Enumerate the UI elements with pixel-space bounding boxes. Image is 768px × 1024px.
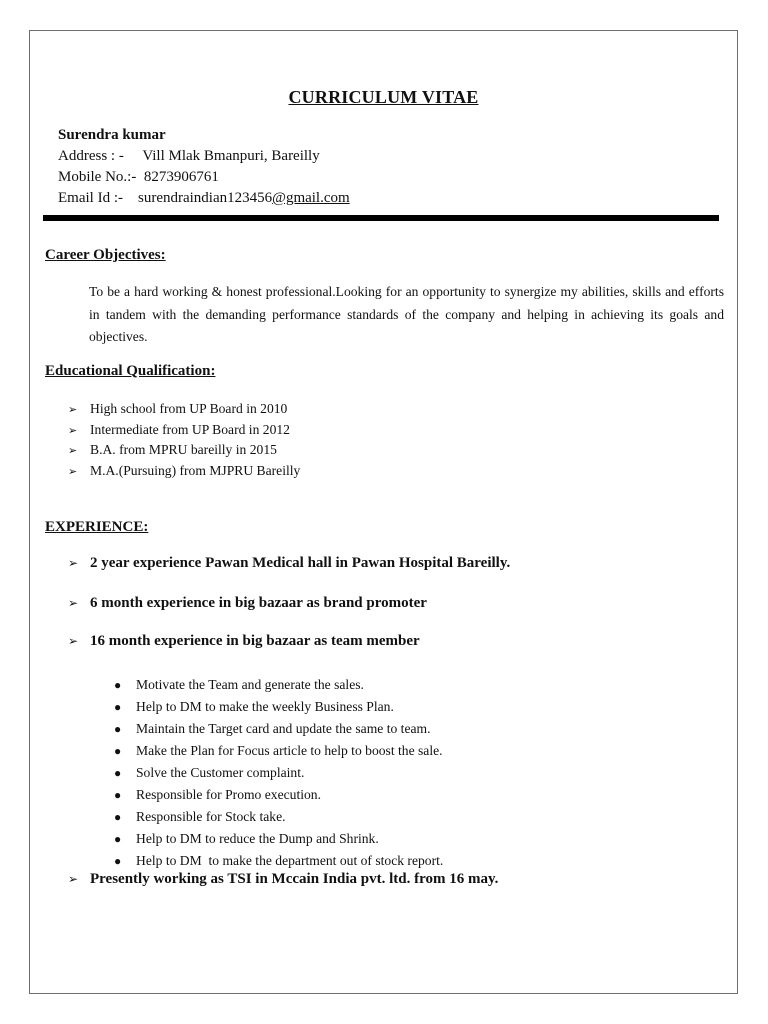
arrow-bullet-icon: ➢ <box>68 556 79 570</box>
list-item: ● Make the Plan for Focus article to help to boost the sale. <box>114 740 443 762</box>
email-row <box>58 188 350 209</box>
list-item: ● Responsible for Promo execution. <box>114 784 443 806</box>
experience-item-2 <box>68 595 427 612</box>
education-list <box>68 399 300 481</box>
address-row <box>58 146 350 167</box>
bullet-dot-icon: ● <box>114 788 122 802</box>
experience-item-3 <box>68 633 420 650</box>
list-item: ➢ 16 month experience in big bazaar as team member <box>68 633 420 649</box>
list-item: ➢ Presently working as TSI in Mccain India pvt. ltd. from 16 may. <box>68 871 499 887</box>
contact-block <box>58 125 350 209</box>
cv-page <box>29 30 738 994</box>
address-value: Vill Mlak Bmanpuri, Bareilly <box>142 148 320 164</box>
career-text: To be a hard working & honest professional.Looking for an opportunity to synergize my abilities, skills and efforts in tandem with the demanding performance standards of the company and helping in achieving its goals and objectives. <box>89 284 724 344</box>
document-title: CURRICULUM VITAE <box>288 87 479 107</box>
bullet-dot-icon: ● <box>114 700 122 714</box>
bullet-dot-icon: ● <box>114 678 122 692</box>
list-item: ● Solve the Customer complaint. <box>114 762 443 784</box>
list-item: ➢ Intermediate from UP Board in 2012 <box>68 420 300 441</box>
duties-list <box>114 674 443 872</box>
email-domain-link[interactable]: @gmail.com <box>272 190 350 206</box>
list-item: ➢ High school from UP Board in 2010 <box>68 399 300 420</box>
mobile-label: Mobile No.:- <box>58 169 137 185</box>
list-item: ● Help to DM to reduce the Dump and Shrink. <box>114 828 443 850</box>
education-heading: Educational Qualification: <box>45 363 216 379</box>
bullet-dot-icon: ● <box>114 810 122 824</box>
list-item: ● Help to DM to make the department out of stock report. <box>114 850 443 872</box>
arrow-bullet-icon: ➢ <box>68 404 78 416</box>
experience-heading: EXPERIENCE: <box>45 519 149 535</box>
bullet-dot-icon: ● <box>114 722 122 736</box>
divider-rule <box>43 215 719 221</box>
list-item: ● Maintain the Target card and update the same to team. <box>114 718 443 740</box>
email-user: surendraindian123456 <box>137 190 273 206</box>
list-item: ➢ B.A. from MPRU bareilly in 2015 <box>68 440 300 461</box>
address-label: Address : - <box>58 148 124 164</box>
arrow-bullet-icon: ➢ <box>68 634 79 648</box>
bullet-dot-icon: ● <box>114 766 122 780</box>
arrow-bullet-icon: ➢ <box>68 424 78 437</box>
list-item: ● Help to DM to make the weekly Business Plan. <box>114 696 443 718</box>
mobile-row <box>58 167 350 188</box>
arrow-bullet-icon: ➢ <box>68 872 79 886</box>
list-item: ➢ 6 month experience in big bazaar as brand promoter <box>68 595 427 611</box>
bullet-dot-icon: ● <box>114 854 122 868</box>
bullet-dot-icon: ● <box>114 744 122 758</box>
mobile-value: 8273906761 <box>143 169 219 185</box>
list-item: ● Motivate the Team and generate the sales. <box>114 674 443 696</box>
email-label: Email Id :- <box>58 190 123 206</box>
current-position <box>68 871 498 888</box>
arrow-bullet-icon: ➢ <box>68 445 78 457</box>
list-item: ➢ M.A.(Pursuing) from MJPRU Bareilly <box>68 461 300 482</box>
candidate-name: Surendra kumar <box>58 127 166 143</box>
career-heading: Career Objectives: <box>45 247 166 263</box>
bullet-dot-icon: ● <box>114 832 122 846</box>
arrow-bullet-icon: ➢ <box>68 465 78 478</box>
experience-item-1 <box>68 555 510 572</box>
list-item: ● Responsible for Stock take. <box>114 806 443 828</box>
list-item: ➢ 2 year experience Pawan Medical hall in Pawan Hospital Bareilly. <box>68 555 511 571</box>
arrow-bullet-icon: ➢ <box>68 596 79 610</box>
